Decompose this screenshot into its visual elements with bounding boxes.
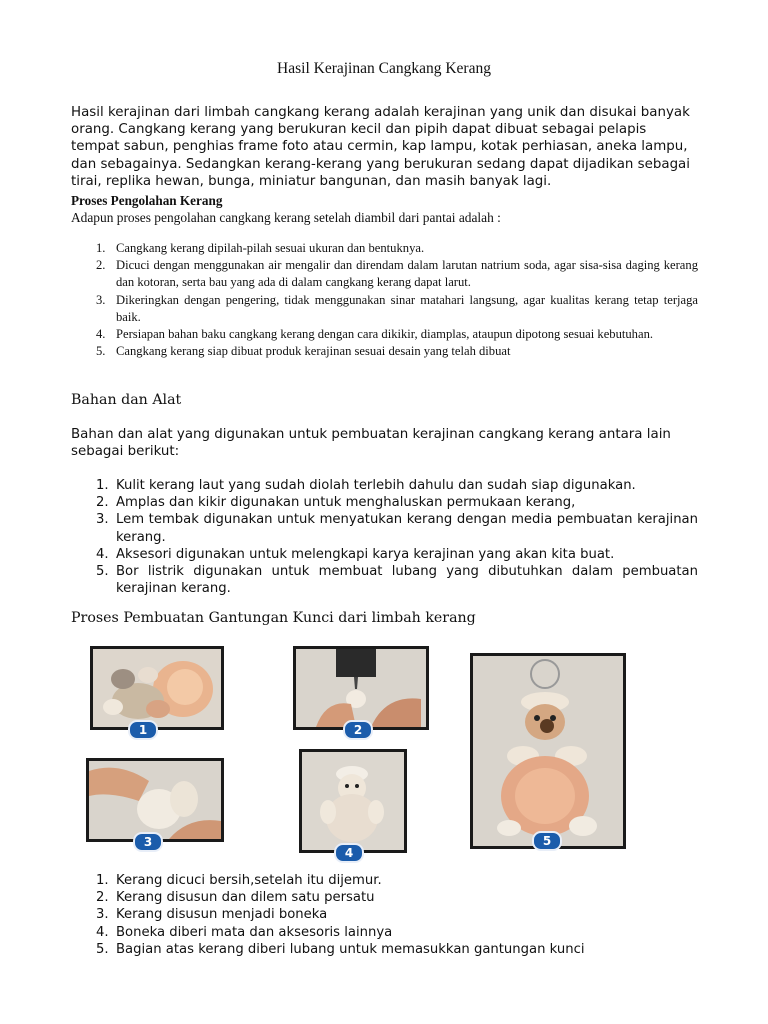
list-item	[71, 326, 698, 343]
photo-step-4	[299, 749, 407, 860]
list-number: 4.	[96, 327, 106, 342]
list-text: Kerang disusun menjadi boneka	[116, 907, 328, 923]
photo-step-3	[86, 758, 224, 849]
list-number: 2.	[96, 890, 109, 906]
list-item	[71, 477, 698, 494]
section-materials-heading: Bahan dan Alat	[71, 392, 182, 408]
list-item	[71, 546, 698, 563]
list-item	[71, 511, 698, 545]
materials-list	[71, 477, 698, 597]
list-text: Kulit kerang laut yang sudah diolah terlebih dahulu dan sudah siap digunakan.	[116, 478, 636, 493]
section-materials-lead: Bahan dan alat yang digunakan untuk pembuatan kerajinan cangkang kerang antara lain sebagai berikut:	[71, 427, 671, 460]
keychain-doll-icon	[473, 656, 623, 846]
step-badge: 5	[532, 831, 562, 851]
section-processing-lead: Adapun proses pengolahan cangkang kerang setelah diambil dari pantai adalah :	[71, 210, 501, 225]
list-item	[71, 240, 698, 257]
list-number: 3.	[96, 292, 106, 307]
section-keychain-heading: Proses Pembuatan Gantungan Kunci dari limbah kerang	[71, 610, 476, 626]
photo-step-1	[90, 646, 224, 737]
list-number: 1.	[96, 478, 109, 493]
list-text: Bagian atas kerang diberi lubang untuk memasukkan gantungan kunci	[116, 941, 585, 957]
list-text: Aksesori digunakan untuk melengkapi karya kerajinan yang akan kita buat.	[116, 546, 615, 562]
list-item	[71, 906, 698, 923]
step-badge: 1	[128, 720, 158, 740]
list-text: Boneka diberi mata dan aksesoris lainnya	[116, 924, 393, 940]
list-text: Dicuci dengan menggunakan air mengalir dan direndam dalam larutan natrium soda, agar sisa-sisa daging kerang dan kotoran, serta bau yang ada di dalam cangkang kerang dapat larut.	[116, 258, 698, 290]
list-number: 4.	[96, 924, 109, 940]
list-text: Kerang dicuci bersih,setelah itu dijemur.	[116, 873, 382, 888]
list-item	[71, 257, 698, 291]
document-title: Hasil Kerajinan Cangkang Kerang	[277, 60, 491, 77]
list-item	[71, 941, 698, 958]
glue-gun-shell-icon	[296, 649, 426, 727]
list-text: Persiapan bahan baku cangkang kerang dengan cara dikikir, diamplas, ataupun dipotong sesuai kebutuhan.	[116, 327, 654, 342]
list-number: 4.	[96, 546, 109, 562]
list-item	[71, 343, 698, 360]
list-text: Cangkang kerang dipilah-pilah sesuai ukuran dan bentuknya.	[116, 241, 425, 255]
list-text: Kerang disusun dan dilem satu persatu	[116, 890, 375, 906]
section-processing-heading: Proses Pengolahan Kerang	[71, 193, 223, 208]
list-number: 3.	[96, 512, 109, 528]
list-number: 5.	[96, 564, 109, 580]
list-item	[71, 563, 698, 597]
hands-shells-icon	[89, 761, 221, 839]
shell-doll-icon	[302, 752, 404, 850]
list-number: 2.	[96, 258, 106, 273]
list-item	[71, 494, 698, 511]
processing-steps-list	[71, 240, 698, 360]
step-badge: 2	[343, 720, 373, 740]
list-number: 1.	[96, 873, 109, 888]
list-item	[71, 292, 698, 326]
list-item	[71, 924, 698, 941]
intro-paragraph: Hasil kerajinan dari limbah cangkang kerang adalah kerajinan yang unik dan disukai banyak orang. Cangkang kerang yang berukuran kecil dan pipih dapat dibuat sebagai pelapis tempat sabun, penghias frame foto atau cermin, kap lampu, kotak perhiasan, aneka lampu, dan sebagainya. Sedangkan kerang-kerang yang berukuran sedang dapat dijadikan sebagai tirai, replika hewan, bunga, miniatur bangunan, dan masih banyak lagi.	[71, 105, 690, 189]
shells-pile-icon	[93, 649, 221, 727]
step-badge: 4	[334, 843, 364, 863]
list-number: 5.	[96, 941, 109, 957]
step-badge: 3	[133, 832, 163, 852]
list-number: 3.	[96, 907, 109, 923]
photo-step-2	[293, 646, 429, 737]
list-text: Amplas dan kikir digunakan untuk menghaluskan permukaan kerang,	[116, 495, 576, 511]
list-number: 1.	[96, 241, 106, 255]
list-number: 2.	[96, 495, 109, 511]
list-text: Cangkang kerang siap dibuat produk kerajinan sesuai desain yang telah dibuat	[116, 344, 511, 359]
keychain-steps-list	[71, 872, 698, 958]
photo-step-5	[470, 653, 626, 849]
list-text: Lem tembak digunakan untuk menyatukan kerang dengan media pembuatan kerajinan kerang.	[116, 512, 698, 545]
list-number: 5.	[96, 344, 106, 359]
list-item	[71, 872, 698, 889]
list-text: Dikeringkan dengan pengering, tidak menggunakan sinar matahari langsung, agar kualitas kerang tetap terjaga baik.	[116, 292, 698, 324]
list-text: Bor listrik digunakan untuk membuat lubang yang dibutuhkan dalam pembuatan kerajinan kerang.	[116, 564, 698, 597]
list-item	[71, 889, 698, 906]
